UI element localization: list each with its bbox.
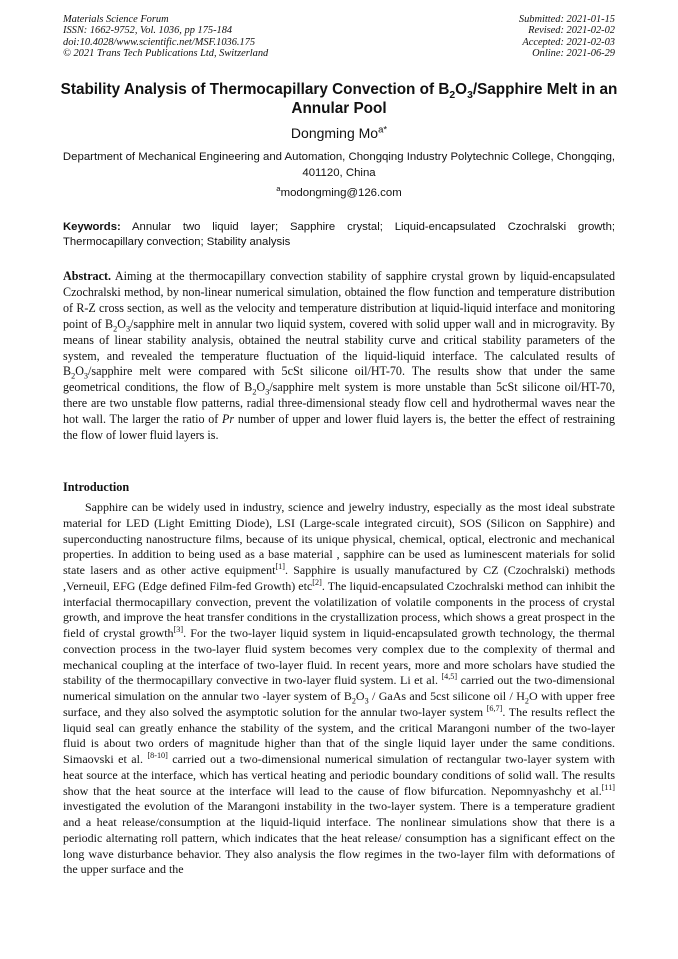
citation: [8-10]	[147, 751, 168, 760]
keywords-label: Keywords:	[63, 221, 121, 233]
abstract-label: Abstract.	[63, 269, 112, 283]
introduction-paragraph: Sapphire can be widely used in industry, science and jewelry industry, especially as the most ideal substrate material for LED (Light Emitting Diode), LSI (Large-scale integrated circuit), SOS (Silicon on Sapphire) and superconducting nanostructure films, because of its unique physical, chemical, optical, electronic and mechanical properties. In addition to being used as a base material , sapphire can be used as luminescent materials for solid state lasers and as other active equipment[1]. Sapphire is usually manufactured by CZ (Czochralski) methods ,Verneuil, EFG (Edge defined Film-fed Growth) etc[2]. The liquid-encapsulated Czochralski method can inhibit the interfacial thermocapillary convection, prevent the volatilization of volatile components in the process of crystal growth, and improve the heat transfer conditions in the crystallization process, which shows a great prospect in the field of crystal growth[3]. For the two-layer liquid system in liquid-encapsulated growth technology, the thermal convection process in the two-layer fluid system becomes very complex due to the complexity of thermal and mechanical coupling at the interface of two-layer fluid. In recent years, more and more scholars have studied the stability of the thermocapillary convective in two-layer fluid system. Li et al. [4,5] carried out the two-dimensional numerical simulation on the annular two -layer system of $B_2O_3$ / GaAs and 5cst silicone oil / $H_2O$ with upper free surface, and they also solved the asymptotic solution for the annular two-layer system [6,7]. The results reflect the liquid seal can greatly enhance the stability of the system, and the critical Marangoni number of the two-layer fluid is about two orders of magnitude higher than that of the single liquid layer under the same conditions. Simaovski et al. [8-10] carried out a two-dimensional numerical simulation of rectangular two-layer system with heat source at the interface, which has vertical heating and periodic boundary conditions of solid wall. The results show that the heat source at the interface will lead to the cause of flow bifurcation. Nepomnyashchy et al.[11] investigated the evolution of the Marangoni instability in the two-layer system. There is a temperature gradient and a heat release/consumption at the liquid-liquid interface. The nonlinear simulations show that there is a periodic alternating roll pattern, which indicates that the heat release/ consumption has a significant effect on the long wave disturbance behavior. They also analysis the flow regimes in the two-layer film with deformations of the upper surface and the	[63, 500, 615, 877]
revised-date: Revised: 2021-02-02	[528, 25, 615, 37]
citation: [1]	[275, 562, 285, 571]
introduction-heading: Introduction	[63, 480, 130, 494]
citation: [3]	[173, 625, 184, 634]
issn-line: ISSN: 1662-9752, Vol. 1036, pp 175-184	[63, 25, 233, 37]
citation: [11]	[601, 782, 615, 792]
author-email: $^a$modongming@126.com	[276, 184, 402, 199]
journal-header-right	[519, 14, 615, 60]
paper-title: Stability Analysis of Thermocapillary Convection of $B_2O_3$/Sapphire Melt in an Annular Pool	[60, 81, 618, 117]
keywords-text: Annular two liquid layer; Sapphire crystal; Liquid-encapsulated Czochralski growth; Thermocapillary convection; Stability analysis	[63, 221, 615, 248]
keywords	[63, 220, 615, 250]
online-date: Online: 2021-06-29	[532, 48, 615, 60]
affiliation: Department of Mechanical Engineering and Automation, Chongqing Industry Polytechnic College, Chongqing, 401120, China	[62, 151, 616, 179]
journal-header-left	[63, 14, 268, 60]
introduction-body	[63, 500, 615, 955]
citation: [6,7]	[486, 703, 503, 713]
copyright-line: © 2021 Trans Tech Publications Ltd, Switzerland	[63, 48, 269, 60]
citation: [2]	[312, 577, 322, 587]
citation: [4,5]	[441, 672, 458, 682]
journal-name: Materials Science Forum	[63, 14, 169, 25]
abstract: Abstract. Aiming at the thermocapillary convection stability of sapphire crystal grown by liquid-encapsulated Czochralski method, by non-linear numerical simulation, obtained the flow function and temperature distribution of R-Z cross section, as well as the velocity and temperature distribution at liquid-liquid interface and monitoring point of $B_2O_3$/sapphire melt in annular two liquid system, covered with solid upper wall and in microgravity. By means of linear stability analysis, obtained the neutral stability curve and critical stability parameters of the system, and revealed the temperature fluctuation of the liquid-liquid interface. The calculated results of $B_2O_3$/sapphire melt were compared with 5cSt silicone oil/HT-70. The results show that under the same geometrical conditions, the flow of $B_2O_3$/sapphire melt system is more unstable than 5cSt silicone oil/HT-70, there are two unstable flow patterns, radial three-dimensional steady flow cell and hydrothermal waves near the hot wall. The larger the ratio of Pr number of upper and lower fluid layers is, the better the effect of restraining the flow of lower fluid layers is.	[63, 269, 616, 443]
submitted-date: Submitted: 2021-01-15	[518, 14, 615, 25]
accepted-date: Accepted: 2021-02-03	[522, 36, 615, 48]
doi-line: doi:10.4028/www.scientific.net/MSF.1036.175	[63, 36, 256, 48]
author-name: Dongming $Mo^{a*}$	[290, 124, 388, 141]
